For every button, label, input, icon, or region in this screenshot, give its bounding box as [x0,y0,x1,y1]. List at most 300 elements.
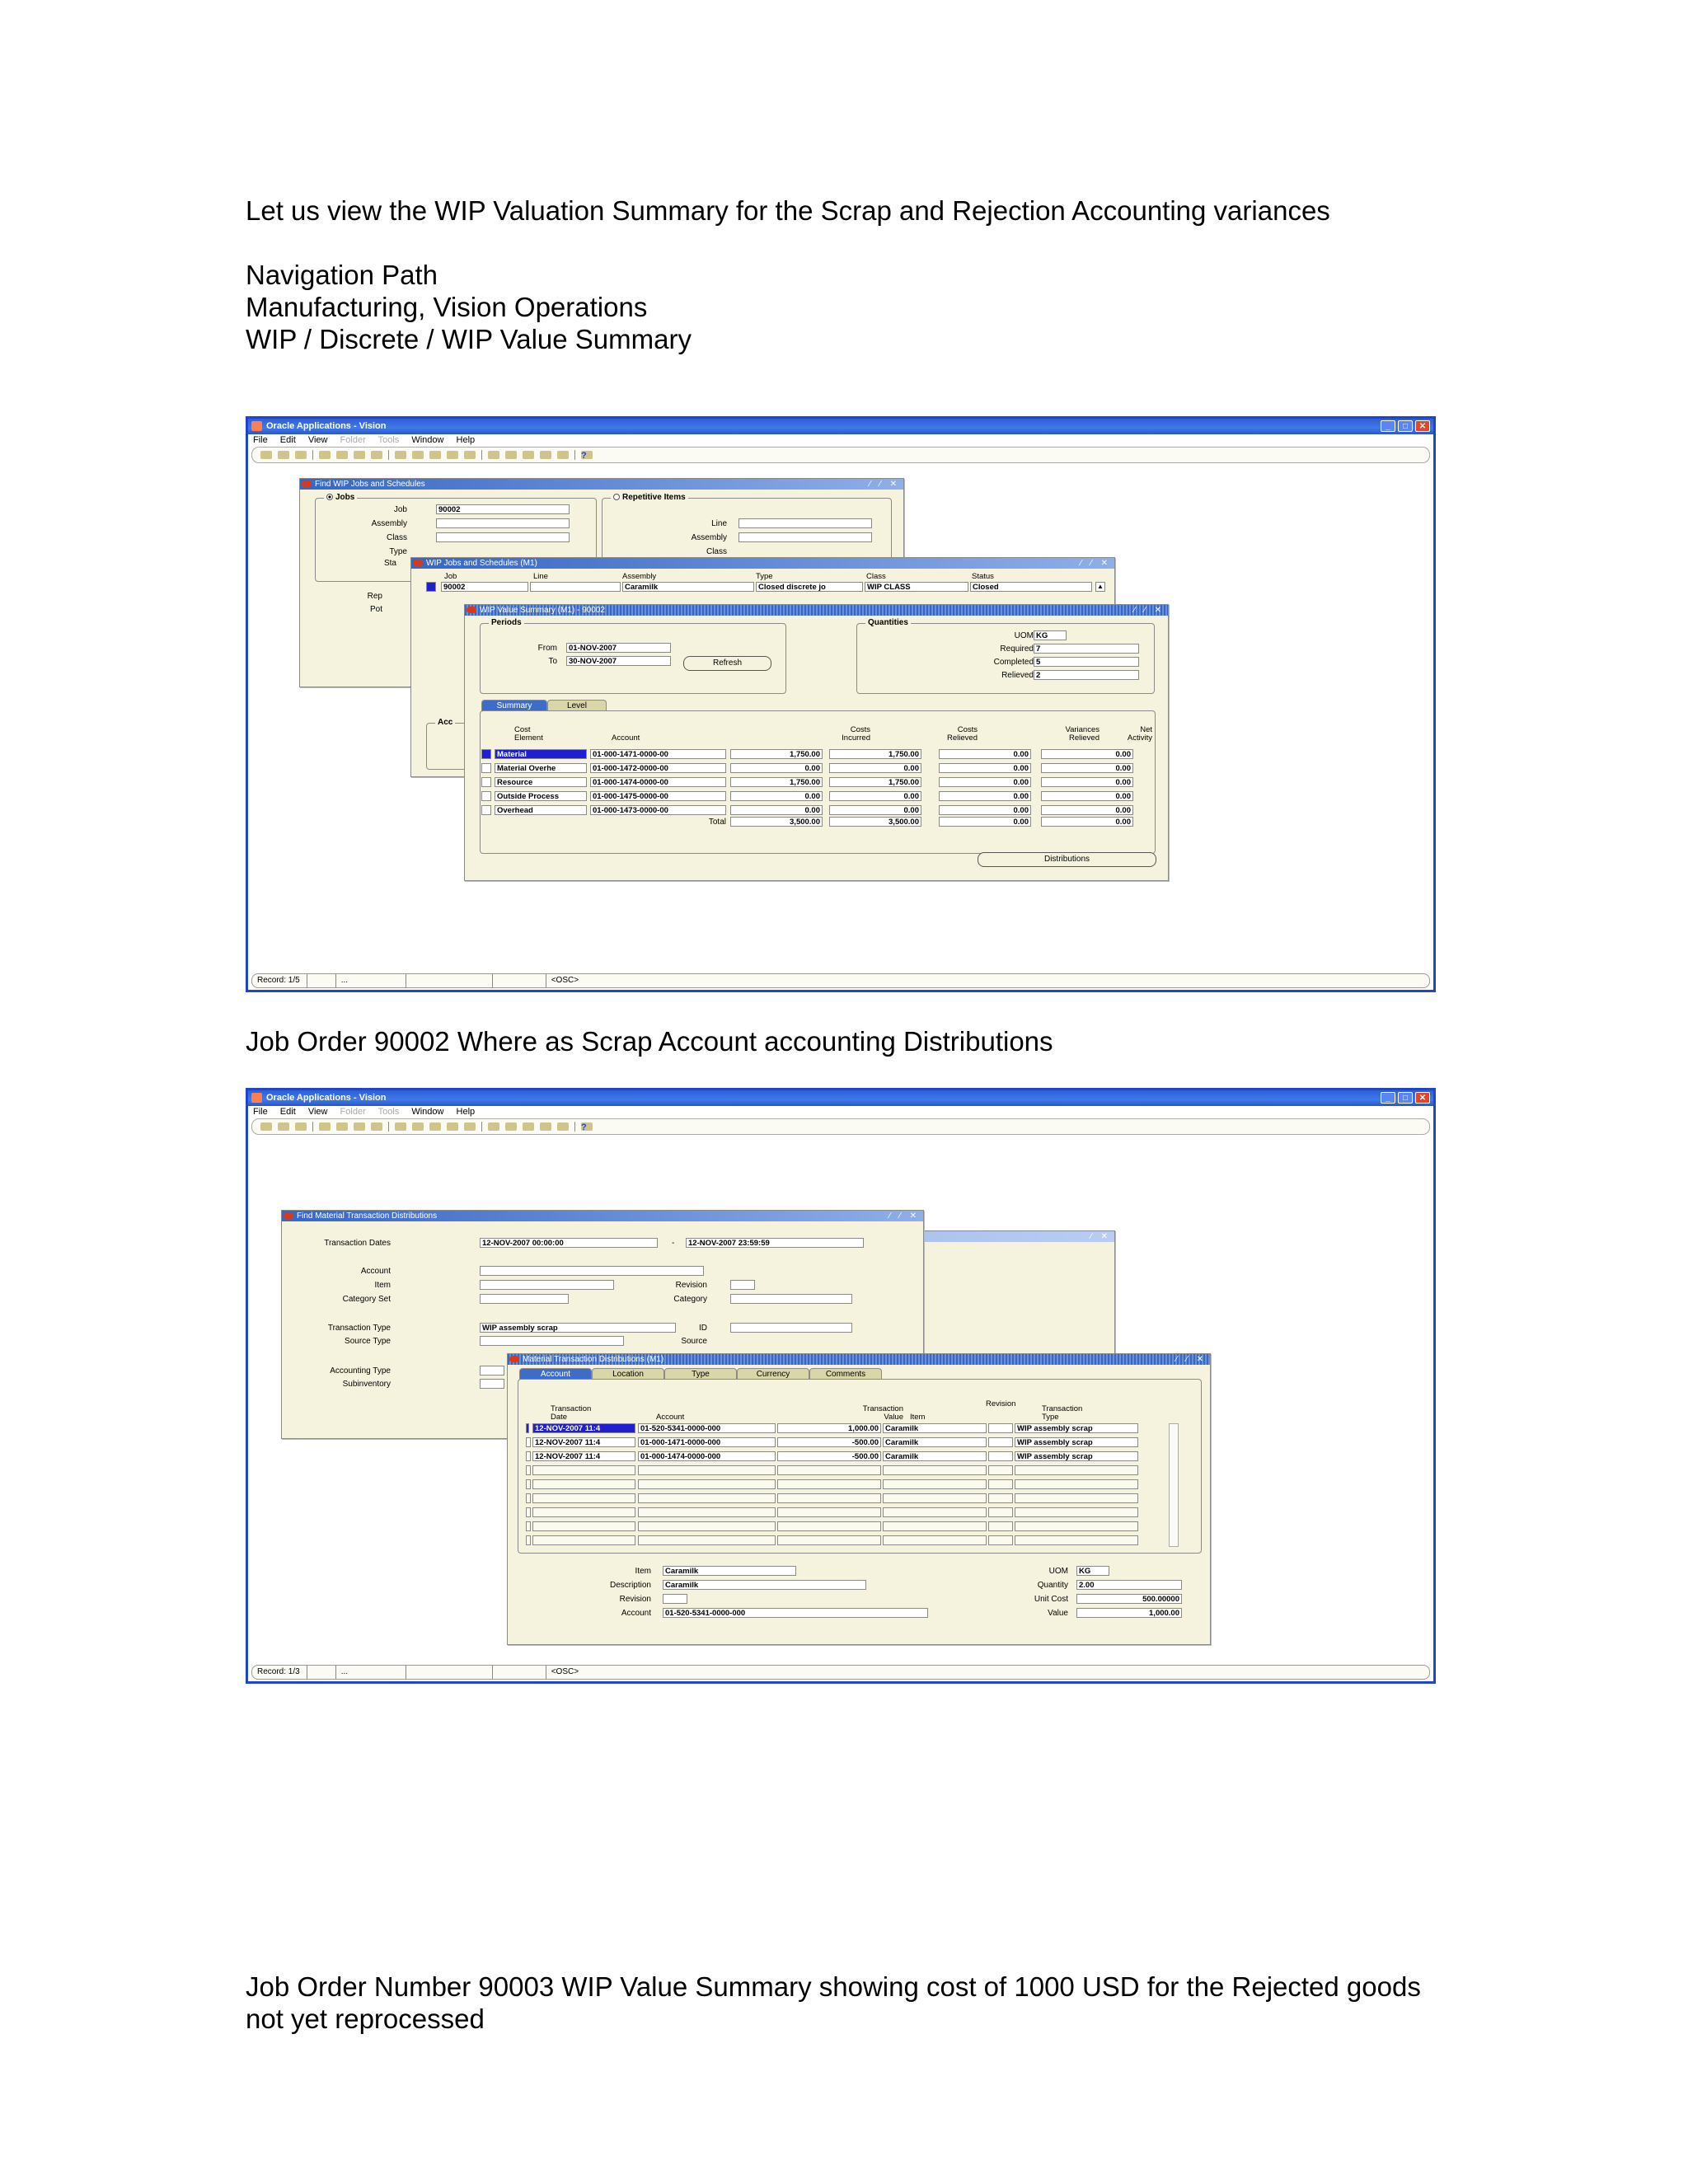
account-cell[interactable] [638,1493,776,1503]
new-icon[interactable] [260,1122,272,1131]
item-field[interactable]: Caramilk [663,1566,796,1576]
cost-element-cell[interactable]: Material Overhe [495,763,587,773]
quantities-label: Quantities [865,618,911,627]
transaction-value-cell[interactable] [777,1507,881,1517]
row-indicator[interactable] [526,1437,531,1447]
window-controls-icon[interactable]: ⁄ ⁄ ✕ [1175,1355,1207,1364]
account-cell[interactable]: 01-000-1471-0000-00 [590,749,726,759]
revision-field[interactable] [663,1594,687,1604]
window-controls-icon[interactable]: ⁄ ⁄ ✕ [869,480,900,489]
open-folder-icon[interactable] [319,1122,331,1131]
transaction-value-cell[interactable] [777,1535,881,1545]
subinventory-label: Subinventory [342,1380,391,1389]
screenshot-material-distributions [246,1088,1436,1684]
category-set-field[interactable] [480,1294,569,1304]
delete-icon[interactable] [464,451,476,459]
transaction-value-cell[interactable]: 1,000.00 [777,1423,881,1433]
rep-label-partial: Rep [367,592,382,601]
costs-incurred-cell[interactable]: 1,750.00 [730,749,823,759]
status-bar [251,1665,1430,1680]
jobs-cell-status[interactable]: Closed [970,582,1092,592]
variances-relieved-cell[interactable]: 0.00 [939,749,1031,759]
account-cell[interactable]: 01-000-1473-0000-00 [590,805,726,815]
cut-icon[interactable] [395,1122,406,1131]
net-activity-cell[interactable]: 0.00 [1041,777,1133,787]
row-indicator[interactable] [526,1423,529,1433]
scrollbar[interactable] [1169,1423,1179,1547]
menu-help[interactable]: Help [456,435,476,445]
item-cell[interactable]: Caramilk [883,1437,987,1447]
uom-label: UOM [1048,1567,1068,1576]
menu-edit[interactable]: Edit [279,1107,296,1117]
intro-text: Let us view the WIP Valuation Summary for the Scrap and Rejection Accounting variances [246,195,1330,226]
transaction-date-cell[interactable]: 12-NOV-2007 11:4 [532,1451,635,1461]
transaction-type-cell[interactable] [1015,1521,1138,1531]
toolbar-divider [481,450,482,460]
account-field[interactable]: 01-520-5341-0000-000 [663,1608,928,1618]
revision-cell[interactable] [988,1437,1013,1447]
date-separator: - [672,1239,675,1248]
menu-help[interactable]: Help [456,1107,476,1117]
toolbar-divider [574,450,575,460]
delete-icon[interactable] [464,1122,476,1131]
net-activity-cell[interactable]: 0.00 [1041,791,1133,801]
maximize-icon[interactable]: □ [1398,420,1413,432]
unit-cost-label: Unit Cost [1034,1595,1068,1604]
transaction-type-cell[interactable] [1015,1535,1138,1545]
uom-field[interactable]: KG [1076,1566,1109,1576]
help-icon[interactable]: ? [581,451,593,459]
row-selector[interactable] [481,763,491,773]
total-label: Total [708,818,726,827]
app-title: Oracle Applications - Vision [266,1093,387,1103]
completed-field[interactable]: 5 [1034,657,1139,667]
uom-label: UOM [1014,631,1034,640]
toolbar [251,1118,1430,1135]
category-label: Category [673,1295,707,1304]
account-label: Account [621,1609,651,1618]
revision-cell[interactable] [988,1507,1013,1517]
account-field[interactable] [480,1266,704,1276]
id-field[interactable] [730,1323,852,1333]
required-label: Required [1000,644,1034,654]
transaction-type-cell[interactable]: WIP assembly scrap [1015,1437,1138,1447]
completed-label: Completed [993,658,1034,667]
window-titlebar [282,1211,923,1221]
minimize-icon[interactable]: _ [1381,420,1395,432]
costs-incurred-cell[interactable]: 0.00 [730,805,823,815]
close-icon[interactable]: ✕ [1415,420,1430,432]
status-cell [492,1666,539,1679]
jobs-header-status: Status [972,572,994,581]
revision-cell[interactable] [988,1493,1013,1503]
line-label: Line [711,519,727,528]
transaction-value-cell[interactable]: -500.00 [777,1451,881,1461]
jobs-header-type: Type [756,572,773,581]
revision-cell[interactable] [988,1479,1013,1489]
cost-element-cell[interactable]: Resource [495,777,587,787]
toolbar-divider [574,1122,575,1132]
app-titlebar [248,419,1433,434]
revision-label: Revision [675,1281,707,1290]
edit-field-icon[interactable] [488,1122,499,1131]
toolbar-divider [388,450,389,460]
status-cell [406,974,485,987]
tab-currency[interactable]: Currency [737,1368,809,1380]
revision-label: Revision [619,1595,651,1604]
revision-field[interactable] [730,1280,755,1290]
item-cell[interactable] [883,1479,987,1489]
assembly-field[interactable] [436,518,570,528]
from-field[interactable]: 01-NOV-2007 [566,643,671,653]
toolbar [251,447,1430,463]
window-controls-icon[interactable]: ⁄ ⁄ ✕ [889,1212,920,1221]
new-icon[interactable] [260,451,272,459]
jobs-cell-class[interactable]: WIP CLASS [865,582,968,592]
row-selector[interactable] [481,777,491,787]
costs-relieved-cell[interactable]: 1,750.00 [829,749,921,759]
account-cell[interactable] [638,1479,776,1489]
net-activity-cell[interactable]: 0.00 [1041,805,1133,815]
transaction-dates-label: Transaction Dates [324,1239,391,1248]
menu-tools[interactable]: Tools [377,1107,400,1117]
required-field[interactable]: 7 [1034,644,1139,654]
navigator-icon[interactable] [295,451,307,459]
status-label-partial: Sta [383,559,396,568]
jobs-cell-job[interactable]: 90002 [441,582,528,592]
close-icon[interactable]: ✕ [1415,1092,1430,1104]
jobs-radio[interactable]: Jobs [324,493,357,502]
account-cell[interactable]: 01-000-1471-0000-000 [638,1437,776,1447]
uom-field[interactable]: KG [1034,630,1067,640]
transaction-date-cell[interactable]: 12-NOV-2007 11:4 [532,1437,635,1447]
transaction-date-cell[interactable] [532,1493,635,1503]
translations-icon[interactable] [523,1122,534,1131]
source-type-field[interactable] [480,1336,624,1346]
window-titlebar [508,1354,1210,1365]
menu-window[interactable]: Window [411,435,444,445]
print-icon[interactable] [354,451,365,459]
to-label: To [548,657,557,666]
tab-location[interactable]: Location [592,1368,664,1380]
line-field[interactable] [738,518,872,528]
total-variances[interactable]: 0.00 [939,817,1031,827]
relieved-field[interactable]: 2 [1034,670,1139,680]
paste-icon[interactable] [429,451,441,459]
assembly-label: Assembly [371,519,407,528]
costs-relieved-cell[interactable]: 0.00 [829,791,921,801]
variances-relieved-cell[interactable]: 0.00 [939,763,1031,773]
net-activity-cell[interactable]: 0.00 [1041,763,1133,773]
transaction-date-cell[interactable]: 12-NOV-2007 11:4 [532,1423,635,1433]
revision-cell[interactable] [988,1535,1013,1545]
account-cell[interactable]: 01-520-5341-0000-000 [638,1423,776,1433]
menu-file[interactable]: File [253,1107,268,1117]
navigator-icon[interactable] [295,1122,307,1131]
transaction-date-cell[interactable] [532,1479,635,1489]
item-cell[interactable] [883,1493,987,1503]
copy-icon[interactable] [412,451,424,459]
radio-empty-icon [613,494,620,500]
status-cell [492,974,539,987]
jobs-cell-line[interactable] [530,582,621,592]
translations-icon[interactable] [523,451,534,459]
costs-incurred-cell[interactable]: 0.00 [730,763,823,773]
item-cell[interactable] [883,1535,987,1545]
account-label: Account [360,1267,391,1276]
folder-tools-icon[interactable] [557,1122,569,1131]
net-activity-cell[interactable]: 0.00 [1041,749,1133,759]
cost-element-cell[interactable]: Outside Process [495,791,587,801]
transaction-date-cell[interactable] [532,1535,635,1545]
tab-level[interactable]: Level [547,700,607,711]
total-relieved[interactable]: 3,500.00 [829,817,921,827]
oracle-form-icon [509,1356,519,1362]
transaction-type-cell[interactable] [1015,1479,1138,1489]
accounting-type-field[interactable] [480,1366,504,1376]
menu-file[interactable]: File [253,435,268,445]
account-cell[interactable] [638,1465,776,1475]
header-costs-incurred: Costs Incurred [842,725,870,743]
transaction-value-cell[interactable] [777,1521,881,1531]
row-indicator[interactable] [526,1465,531,1475]
distributions-button[interactable]: Distributions [978,852,1156,867]
transaction-date-cell[interactable] [532,1521,635,1531]
zoom-icon[interactable] [505,1122,517,1131]
menu-view[interactable]: View [307,435,328,445]
tab-summary[interactable]: Summary [481,700,547,711]
close-form-icon[interactable] [371,451,382,459]
row-indicator[interactable] [526,1479,531,1489]
window-title: Material Transaction Distributions (M1) [523,1355,664,1364]
transaction-date-cell[interactable] [532,1465,635,1475]
window-titlebar [300,479,903,490]
row-indicator[interactable] [526,1493,531,1503]
costs-relieved-cell[interactable]: 0.00 [829,763,921,773]
account-cell[interactable] [638,1535,776,1545]
row-indicator[interactable] [526,1521,531,1531]
print-icon[interactable] [354,1122,365,1131]
quantity-field[interactable]: 2.00 [1076,1580,1182,1590]
zoom-icon[interactable] [505,451,517,459]
row-indicator[interactable] [526,1535,531,1545]
edit-field-icon[interactable] [488,451,499,459]
jobs-header-line: Line [533,572,548,581]
oracle-form-icon [284,1212,293,1219]
id-label: ID [699,1324,707,1333]
row-indicator[interactable] [526,1507,531,1517]
total-incurred[interactable]: 3,500.00 [730,817,823,827]
item-cell[interactable] [883,1507,987,1517]
date-from-field[interactable]: 12-NOV-2007 00:00:00 [480,1238,658,1248]
subinventory-field[interactable] [480,1379,504,1389]
header-costs-relieved: Costs Relieved [947,725,978,743]
window-controls-icon[interactable]: ⁄ ⁄ ✕ [1133,606,1165,615]
maximize-icon[interactable]: □ [1398,1092,1413,1104]
row-selector[interactable] [481,749,491,759]
source-label: Source [681,1337,707,1346]
clear-icon[interactable] [447,451,458,459]
costs-incurred-cell[interactable]: 1,750.00 [730,777,823,787]
costs-incurred-cell[interactable]: 0.00 [730,791,823,801]
row-selector[interactable] [481,791,491,801]
repetitive-assembly-field[interactable] [738,532,872,542]
variances-relieved-cell[interactable]: 0.00 [939,805,1031,815]
revision-cell[interactable] [988,1521,1013,1531]
costs-relieved-cell[interactable]: 1,750.00 [829,777,921,787]
window-title: Find WIP Jobs and Schedules [315,480,425,489]
save-icon[interactable] [336,1122,348,1131]
window-controls-icon[interactable]: ⁄ ⁄ ✕ [1080,559,1111,568]
refresh-button[interactable]: Refresh [683,656,771,671]
toolbar-divider [388,1122,389,1132]
transaction-type-cell[interactable] [1015,1493,1138,1503]
window-controls-icon[interactable]: ⁄ ✕ [1090,1232,1111,1241]
periods-label: Periods [489,618,524,627]
transaction-type-cell[interactable]: WIP assembly scrap [1015,1423,1138,1433]
cut-icon[interactable] [395,451,406,459]
account-cell[interactable]: 01-000-1475-0000-00 [590,791,726,801]
class-field[interactable] [436,532,570,542]
nav-path-line1: Manufacturing, Vision Operations [246,292,648,322]
header-revision: Revision [986,1399,1016,1408]
menu-tools[interactable]: Tools [377,435,400,445]
job-field[interactable]: 90002 [436,504,570,514]
osc-indicator: <OSC> [546,974,579,987]
item-cell[interactable]: Caramilk [883,1451,987,1461]
date-to-field[interactable]: 12-NOV-2007 23:59:59 [686,1238,864,1248]
category-field[interactable] [730,1294,852,1304]
screenshot-wip-value-summary [246,416,1436,992]
unit-cost-field[interactable]: 500.00000 [1076,1594,1182,1604]
tab-type[interactable]: Type [664,1368,737,1380]
item-cell[interactable]: Caramilk [883,1423,987,1433]
job-label: Job [393,505,407,514]
menu-view[interactable]: View [307,1107,328,1117]
menu-folder[interactable]: Folder [340,435,366,445]
item-cell[interactable] [883,1521,987,1531]
transaction-type-cell[interactable] [1015,1465,1138,1475]
account-cell[interactable]: 01-000-1474-0000-00 [590,777,726,787]
menubar [248,1106,1433,1118]
variances-relieved-cell[interactable]: 0.00 [939,791,1031,801]
oracle-app-icon [251,1093,262,1103]
menu-edit[interactable]: Edit [279,435,296,445]
revision-cell[interactable] [988,1423,1013,1433]
type-label: Type [389,547,407,556]
total-net[interactable]: 0.00 [1041,817,1133,827]
header-item: Item [910,1413,926,1422]
tab-account[interactable]: Account [519,1368,592,1380]
wip-value-summary-window [464,604,1169,881]
account-cell[interactable]: 01-000-1472-0000-00 [590,763,726,773]
jobs-header-assembly: Assembly [622,572,657,581]
description-field[interactable]: Caramilk [663,1580,866,1590]
jobs-header-job: Job [444,572,457,581]
transaction-value-cell[interactable] [777,1479,881,1489]
cost-element-cell[interactable]: Material [495,749,587,759]
save-icon[interactable] [336,451,348,459]
cost-element-cell[interactable]: Overhead [495,805,587,815]
account-cell[interactable] [638,1521,776,1531]
attachments-icon[interactable] [540,1122,551,1131]
relieved-label: Relieved [1001,671,1034,680]
accounting-label-partial: Acc [435,718,455,727]
transaction-type-field[interactable]: WIP assembly scrap [480,1323,676,1333]
find-icon[interactable] [278,451,289,459]
oracle-form-icon [302,480,312,487]
menu-window[interactable]: Window [411,1107,444,1117]
folder-tools-icon[interactable] [557,451,569,459]
help-icon[interactable]: ? [581,1122,593,1131]
nav-heading: Navigation Path [246,260,438,290]
toolbar-divider [312,450,313,460]
row-selector[interactable] [426,582,436,592]
paste-icon[interactable] [429,1122,441,1131]
jobs-cell-assembly[interactable]: Caramilk [622,582,754,592]
transaction-type-cell[interactable]: WIP assembly scrap [1015,1451,1138,1461]
oracle-app-icon [251,421,262,431]
account-cell[interactable] [638,1507,776,1517]
tab-comments[interactable]: Comments [809,1368,882,1380]
revision-cell[interactable] [988,1451,1013,1461]
close-form-icon[interactable] [371,1122,382,1131]
class-label: Class [386,533,407,542]
item-field[interactable] [480,1280,614,1290]
item-cell[interactable] [883,1465,987,1475]
description-label: Description [609,1581,651,1590]
osc-indicator: <OSC> [546,1666,579,1679]
nav-path-line2: WIP / Discrete / WIP Value Summary [246,324,692,354]
caption-rejected-goods: Job Order Number 90003 WIP Value Summary showing cost of 1000 USD for the Rejected goods not yet reprocessed [246,1971,1421,2034]
jobs-header-class: Class [866,572,886,581]
row-indicator[interactable] [526,1451,531,1461]
open-folder-icon[interactable] [319,451,331,459]
scrollbar[interactable]: ▲ [1095,582,1105,592]
repetitive-class-label: Class [706,547,727,556]
status-cell [406,1666,485,1679]
find-icon[interactable] [278,1122,289,1131]
toolbar-divider [481,1122,482,1132]
to-field[interactable]: 30-NOV-2007 [566,656,671,666]
transaction-date-cell[interactable] [532,1507,635,1517]
pot-label-partial: Pot [369,605,382,614]
caption-scrap-distributions: Job Order 90002 Where as Scrap Account accounting Distributions [246,1026,1053,1057]
transaction-type-cell[interactable] [1015,1507,1138,1517]
clear-icon[interactable] [447,1122,458,1131]
attachments-icon[interactable] [540,451,551,459]
menu-folder[interactable]: Folder [340,1107,366,1117]
minimize-icon[interactable]: _ [1381,1092,1395,1104]
workspace [248,464,1433,970]
record-indicator: Record: 1/3 [257,1667,300,1676]
jobs-cell-type[interactable]: Closed discrete jo [756,582,863,592]
revision-cell[interactable] [988,1465,1013,1475]
repetitive-radio[interactable]: Repetitive Items [611,493,688,502]
header-variances-relieved: Variances Relieved [1065,725,1100,743]
transaction-value-cell[interactable]: -500.00 [777,1437,881,1447]
costs-relieved-cell[interactable]: 0.00 [829,805,921,815]
value-field[interactable]: 1,000.00 [1076,1608,1182,1618]
copy-icon[interactable] [412,1122,424,1131]
row-selector[interactable] [481,805,491,815]
record-indicator: Record: 1/5 [257,976,300,985]
variances-relieved-cell[interactable]: 0.00 [939,777,1031,787]
status-cell: ... [335,974,399,987]
transaction-value-cell[interactable] [777,1493,881,1503]
transaction-value-cell[interactable] [777,1465,881,1475]
account-cell[interactable]: 01-000-1474-0000-000 [638,1451,776,1461]
